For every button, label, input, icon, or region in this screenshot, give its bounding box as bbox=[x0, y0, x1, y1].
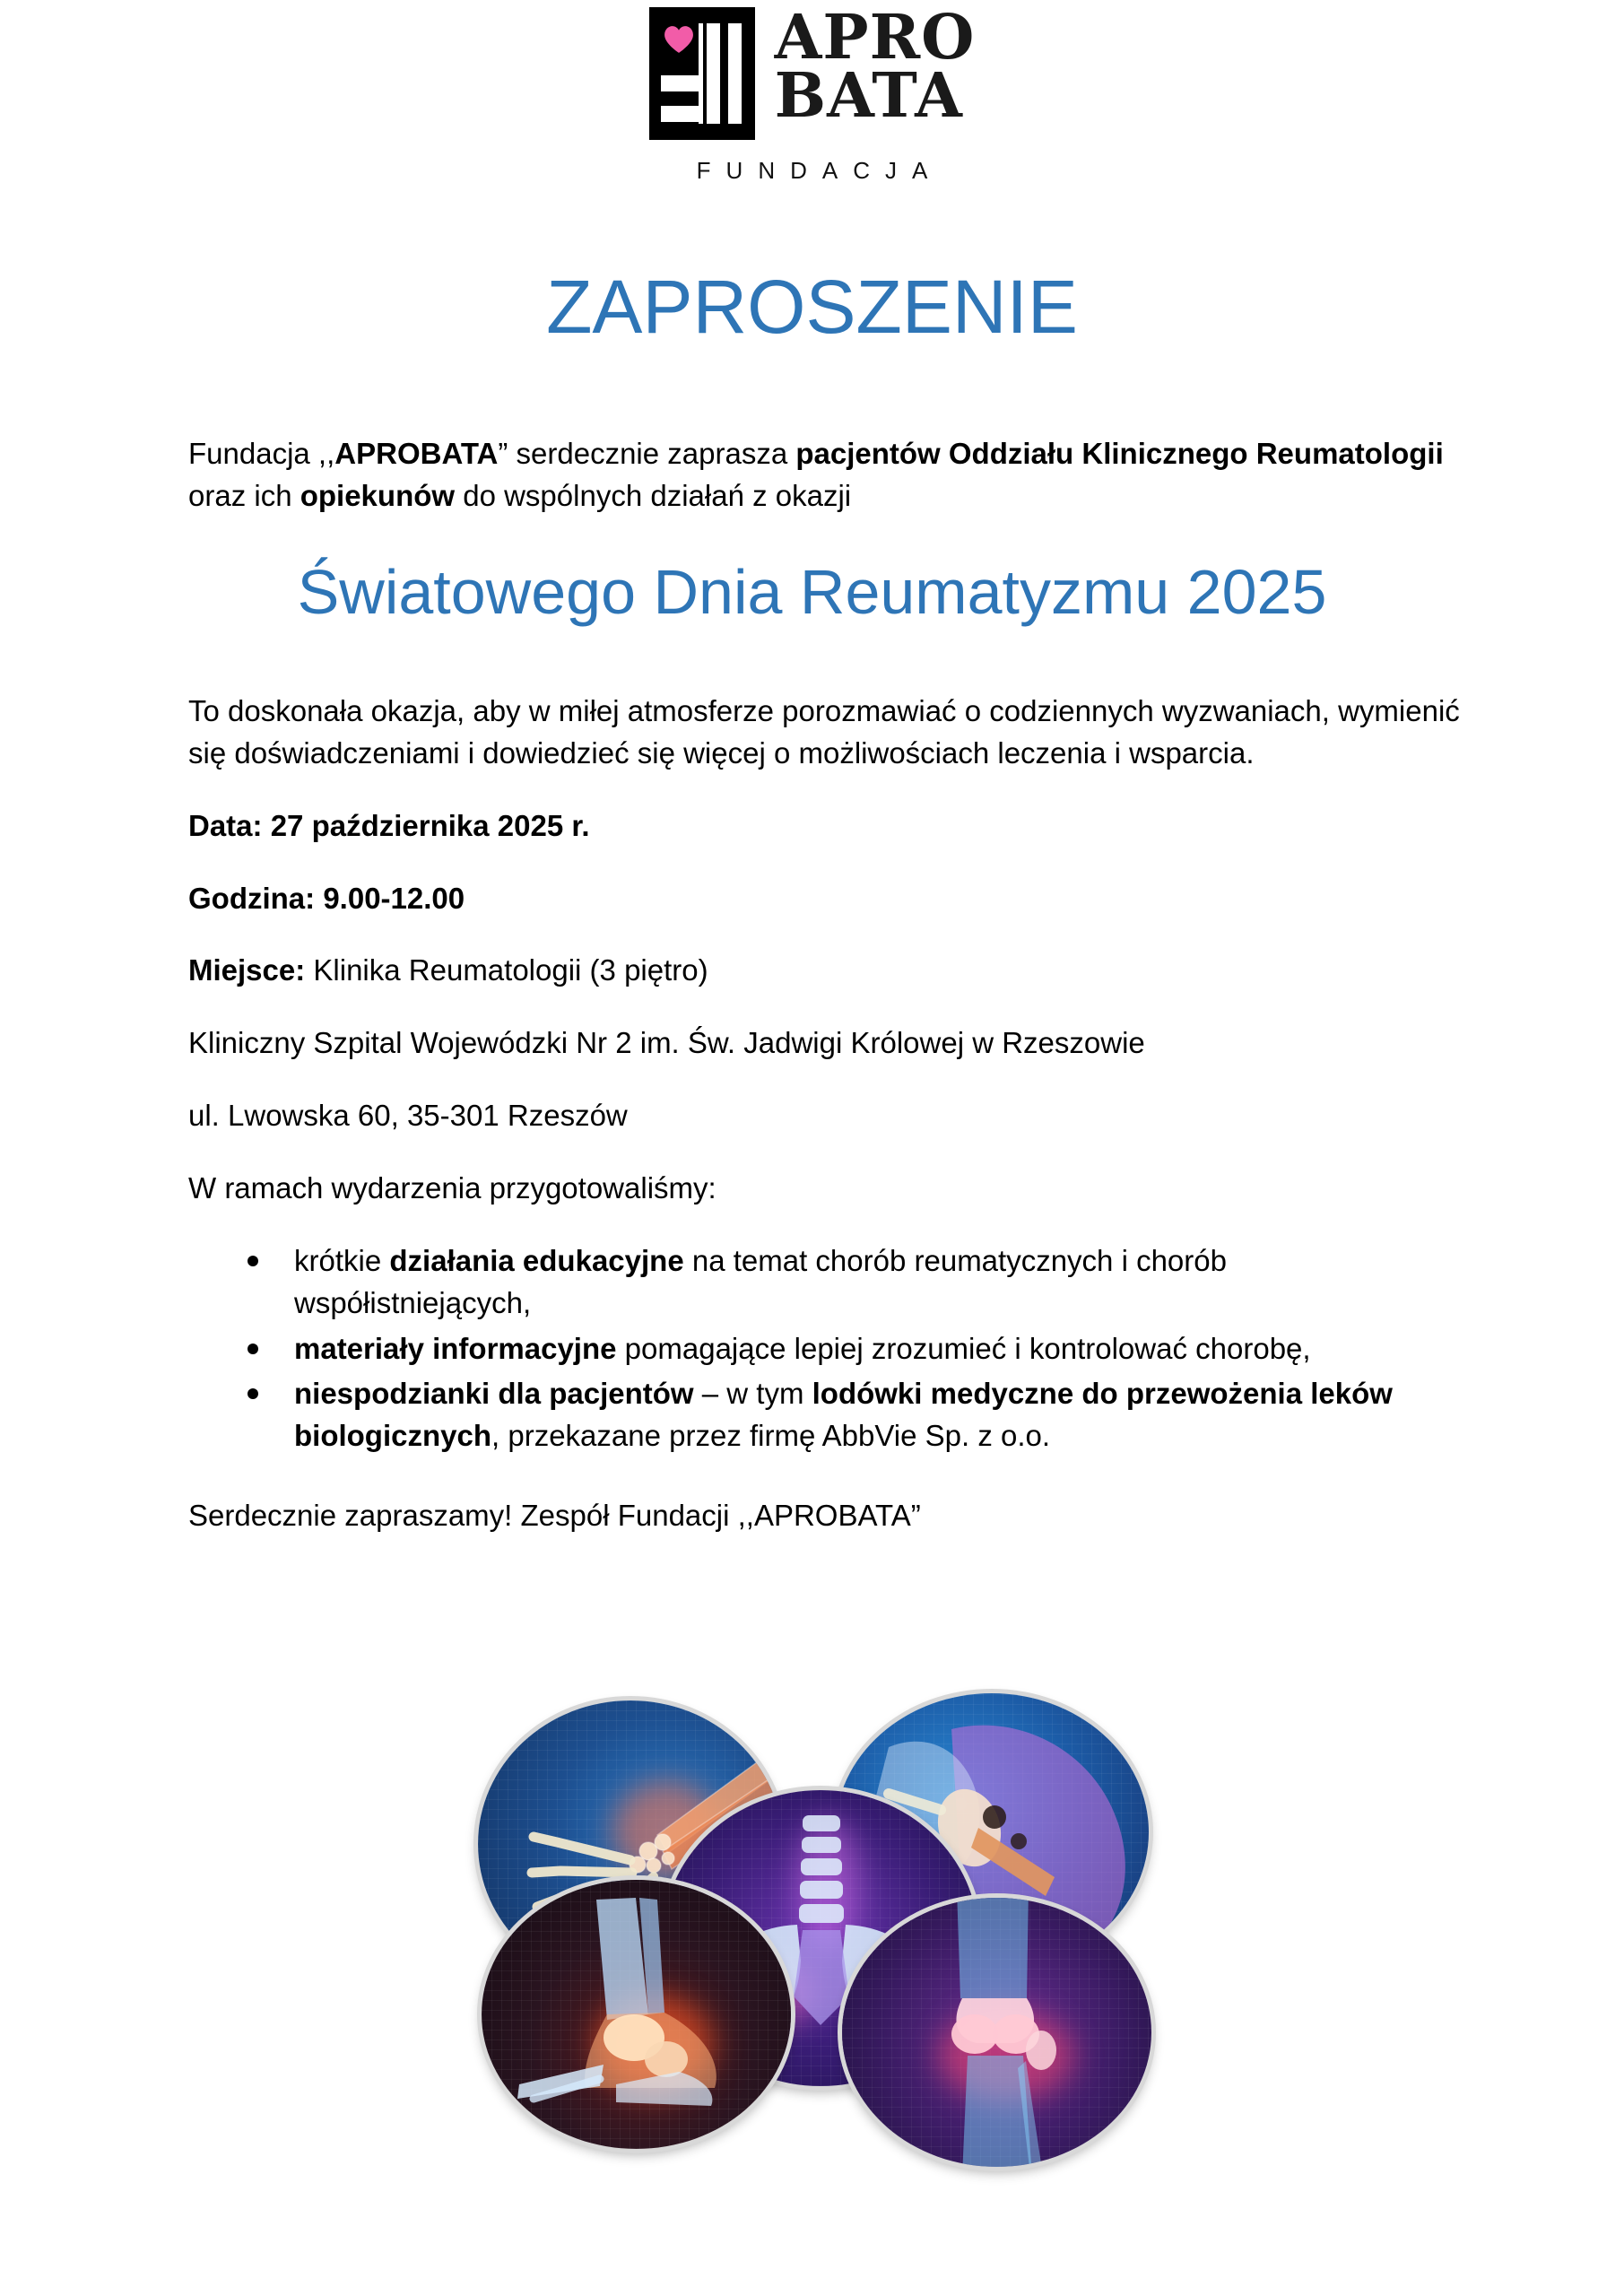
event-place-line bbox=[188, 950, 1462, 992]
program-intro: W ramach wydarzenia przygotowaliśmy: bbox=[188, 1171, 716, 1205]
event-time-line bbox=[188, 878, 1462, 920]
foundation-logo bbox=[0, 2, 1624, 185]
list-item bbox=[188, 1328, 1462, 1370]
collage-canvas bbox=[458, 1675, 1167, 2106]
intro-paragraph bbox=[188, 433, 1444, 517]
page-title: ZAPROSZENIE bbox=[546, 265, 1078, 349]
place-label: Miejsce: bbox=[188, 953, 306, 987]
logo-bar-vertical-2 bbox=[728, 23, 742, 124]
intro-block bbox=[188, 433, 1444, 517]
ankle-foot-joint-image bbox=[482, 1880, 791, 2149]
hospital-name: Kliniczny Szpital Wojewódzki Nr 2 im. Św. Jadwigi Królowej w Rzeszowie bbox=[188, 1026, 1145, 1060]
logo-bar-vertical-1 bbox=[707, 23, 720, 124]
logo-row bbox=[649, 2, 976, 140]
time-value: 9.00-12.00 bbox=[315, 881, 465, 915]
logo-word-line-2: BATA bbox=[774, 59, 963, 132]
street-address: ul. Lwowska 60, 35-301 Rzeszów bbox=[188, 1099, 628, 1133]
logo-word-line-1: APRO bbox=[774, 2, 976, 74]
intro-text-g: do wspólnych działań z okazji bbox=[455, 478, 852, 512]
bullet-1-post: na temat chorób reumatycznych i chorób współistniejących, bbox=[294, 1243, 1227, 1319]
knee-joint-image bbox=[842, 1898, 1151, 2167]
logo-bar-horizontal-bottom bbox=[661, 106, 699, 122]
bullet-1-pre: krótkie bbox=[294, 1243, 390, 1277]
closing-line: Serdecznie zapraszamy! Zespół Fundacji ,,APROBATA” bbox=[188, 1499, 921, 1533]
bullet-3-bold: niespodzianki dla pacjentów bbox=[294, 1377, 694, 1411]
list-item bbox=[188, 1240, 1462, 1325]
bullet-3-post: , przekazane przez firmę AbbVie Sp. z o.o. bbox=[491, 1419, 1051, 1453]
list-item bbox=[188, 1373, 1462, 1457]
logo-wordmark bbox=[774, 2, 976, 132]
bullet-2-post: pomagające lepiej zrozumieć i kontrolować chorobę, bbox=[616, 1331, 1311, 1365]
bullet-3-mid: – w tym bbox=[693, 1377, 812, 1411]
date-value: 27 października 2025 r. bbox=[262, 808, 590, 842]
intro-text-c: ” serdecznie zaprasza bbox=[498, 437, 796, 470]
joint-images-collage bbox=[0, 1675, 1624, 2110]
event-date-line bbox=[188, 805, 1462, 848]
intro-text-d: pacjentów Oddziału Klinicznego Reumatologii bbox=[795, 437, 1444, 470]
time-label: Godzina: bbox=[188, 881, 316, 915]
intro-text-b: APROBATA bbox=[334, 437, 499, 470]
logo-bar-horizontal-top bbox=[661, 75, 699, 91]
logo-subtitle: FUNDACJA bbox=[696, 157, 943, 184]
event-description: To doskonała okazja, aby w miłej atmosferze porozmawiać o codziennych wyzwaniach, wymienić się doświadczeniami i dowiedzieć się więcej o możliwościach leczenia i wsparcia. bbox=[188, 694, 1460, 770]
place-value: Klinika Reumatologii (3 piętro) bbox=[305, 953, 708, 987]
bullet-3-bold-2: lodówki medyczne do przewożenia leków biologicznych bbox=[294, 1377, 1393, 1453]
event-subtitle: Światowego Dnia Reumatyzmu 2025 bbox=[297, 557, 1327, 627]
date-label: Data: bbox=[188, 808, 263, 842]
logo-bar-edge bbox=[699, 23, 703, 124]
bullet-1-bold: działania edukacyjne bbox=[389, 1243, 684, 1277]
program-list bbox=[188, 1240, 1462, 1457]
aprobata-logo-mark-icon bbox=[649, 7, 755, 140]
foot-bones-illustration bbox=[482, 1880, 791, 2149]
spacer bbox=[188, 1461, 1462, 1495]
body-block bbox=[188, 691, 1462, 1537]
intro-text-f: opiekunów bbox=[300, 478, 456, 512]
intro-text-a: Fundacja ,, bbox=[188, 437, 335, 470]
heart-icon bbox=[664, 25, 694, 54]
knee-bones-illustration bbox=[842, 1898, 1151, 2167]
intro-text-e: oraz ich bbox=[188, 478, 300, 512]
bullet-2-bold: materiały informacyjne bbox=[294, 1331, 617, 1365]
